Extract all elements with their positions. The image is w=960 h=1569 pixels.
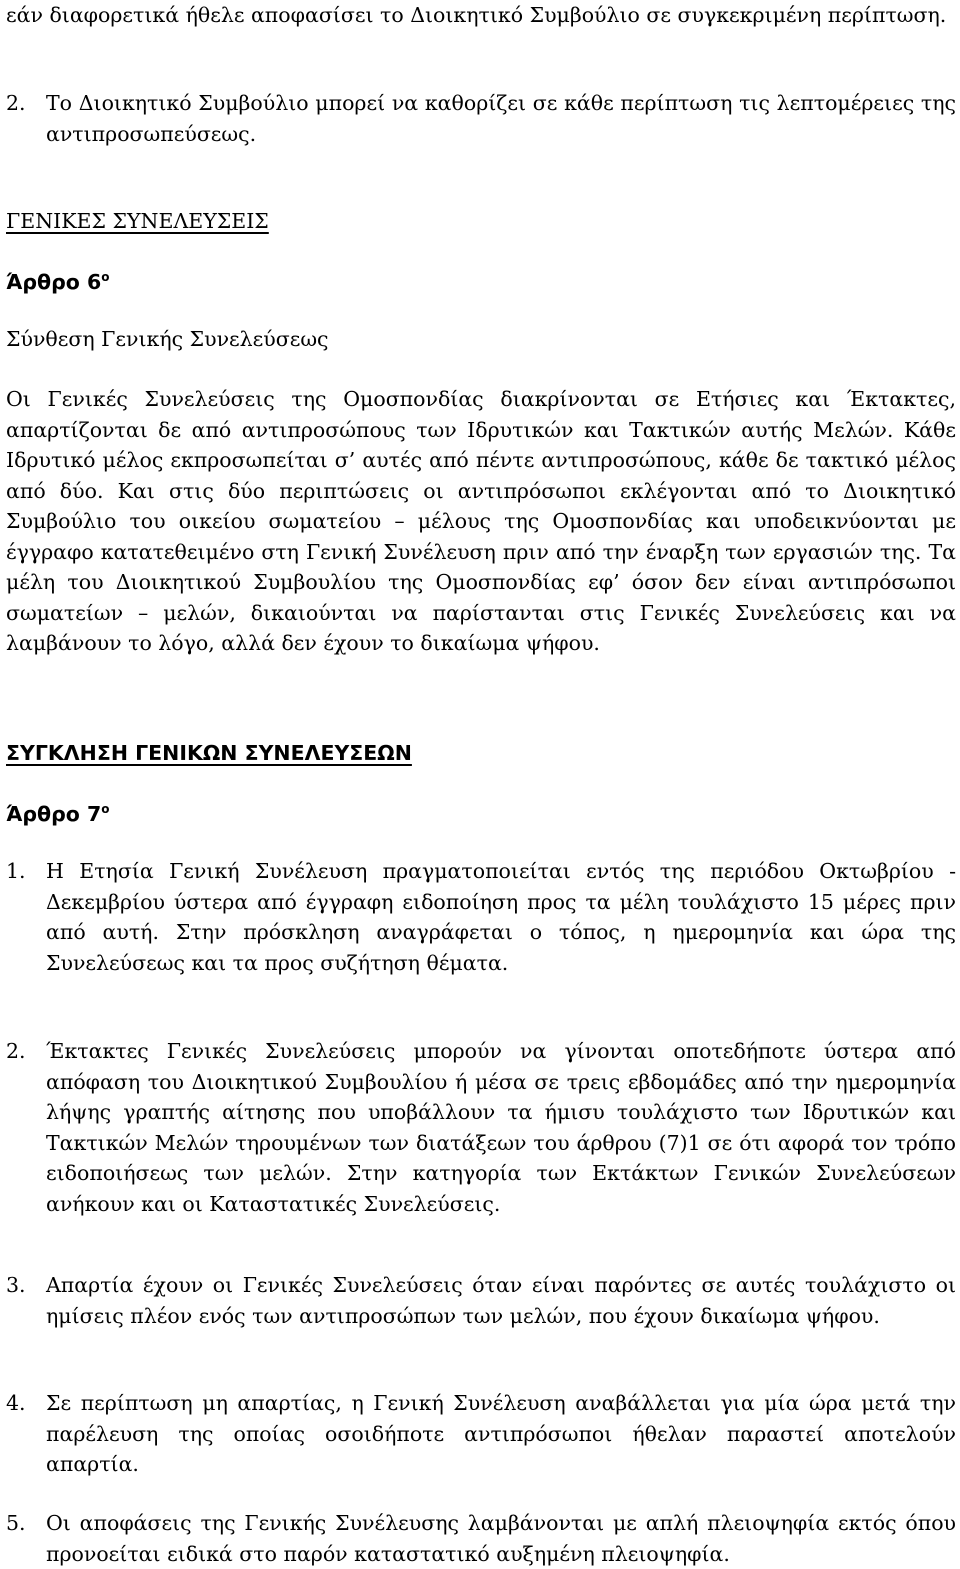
item-text: Απαρτία έχουν οι Γενικές Συνελεύσεις όταν είναι παρόντες σε αυτές τουλάχιστο οι ημίσεις πλέον ενός των αντιπροσώπων των μελών, που έχουν δικαίωμα ψήφου.: [46, 1273, 956, 1328]
section-title-convocation: ΣΥΓΚΛΗΣΗ ΓΕΝΙΚΩΝ ΣΥΝΕΛΕΥΣΕΩΝ: [6, 741, 412, 765]
item-number: 4.: [6, 1391, 26, 1415]
article-superscript: ο: [101, 802, 110, 816]
article-label: Άρθρο 7: [6, 802, 102, 826]
item-number: 5.: [6, 1511, 26, 1535]
item-text: Το Διοικητικό Συμβούλιο μπορεί να καθορίζει σε κάθε περίπτωση τις λεπτομέρειες της αντιπροσωπεύσεως.: [46, 91, 956, 146]
article-7-item-1: [6, 856, 956, 978]
article-7-item-5: [6, 1508, 956, 1569]
top-fragment-paragraph: εάν διαφορετικά ήθελε αποφασίσει το Διοικητικό Συμβούλιο σε συγκεκριμένη περίπτωση.: [6, 3, 947, 27]
item-number: 3.: [6, 1273, 26, 1297]
article-superscript: ο: [101, 270, 110, 284]
item-text: Σε περίπτωση μη απαρτίας, η Γενική Συνέλευση αναβάλλεται για μία ώρα μετά την παρέλευση της οποίας οσοιδήποτε αντιπρόσωποι ήθελαν παραστεί αποτελούν απαρτία.: [46, 1391, 956, 1476]
article-6-subtitle: Σύνθεση Γενικής Συνελεύσεως: [6, 327, 329, 351]
section-title-general-assemblies: ΓΕΝΙΚΕΣ ΣΥΝΕΛΕΥΣΕΙΣ: [6, 209, 269, 233]
article-7-item-3: [6, 1270, 956, 1331]
item-text: Οι αποφάσεις της Γενικής Συνέλευσης λαμβάνονται με απλή πλειοψηφία εκτός όπου προνοείται ειδικά στο παρόν καταστατικό αυξημένη πλειοψηφία.: [46, 1511, 956, 1566]
article-7-item-2: [6, 1036, 956, 1219]
article-7-heading: [6, 799, 110, 830]
item-number: 2.: [6, 1039, 26, 1063]
article-6-heading: [6, 267, 110, 298]
article-label: Άρθρο 6: [6, 270, 102, 294]
item-number: 1.: [6, 859, 26, 883]
previous-item-2: [6, 88, 956, 149]
item-text: Έκτακτες Γενικές Συνελεύσεις μπορούν να γίνονται οποτεδήποτε ύστερα από απόφαση του Διοικητικού Συμβουλίου ή μέσα σε τρεις εβδομάδες από την ημερομηνία λήψης γραπτής αίτησης που υποβάλλουν τα ήμισυ τουλάχιστο των Ιδρυτικών και Τακτικών Μελών τηρουμένων των διατάξεων του άρθρου (7)1 σε ότι αφορά τον τρόπο ειδοποιήσεως των μελών. Στην κατηγορία των Εκτάκτων Γενικών Συνελεύσεων ανήκουν και οι Καταστατικές Συνελεύσεις.: [46, 1039, 956, 1216]
article-6-paragraph: Οι Γενικές Συνελεύσεις της Ομοσπονδίας διακρίνονται σε Ετήσιες και Έκτακτες, απαρτίζονται δε από αντιπροσώπους των Ιδρυτικών και Τακτικών αυτής Μελών. Κάθε Ιδρυτικό μέλος εκπροσωπείται σ’ αυτές από πέντε αντιπροσώπους, κάθε δε τακτικό μέλος από δύο. Και στις δύο περιπτώσεις οι αντιπρόσωποι εκλέγονται από το Διοικητικό Συμβούλιο του οικείου σωματείου – μέλους της Ομοσπονδίας και υποδεικνύονται με έγγραφο κατατεθειμένο στη Γενική Συνέλευση πριν από την έναρξη των εργασιών της. Τα μέλη του Διοικητικού Συμβουλίου της Ομοσπονδίας εφ’ όσον δεν είναι αντιπρόσωποι σωματείων – μελών, δικαιούνται να παρίστανται στις Γενικές Συνελεύσεις και να λαμβάνουν το λόγο, αλλά δεν έχουν το δικαίωμα ψήφου.: [6, 387, 956, 655]
item-number: 2.: [6, 91, 26, 115]
article-7-item-4: [6, 1388, 956, 1480]
item-text: Η Ετησία Γενική Συνέλευση πραγματοποιείται εντός της περιόδου Οκτωβρίου - Δεκεμβρίου ύστερα από έγγραφη ειδοποίηση προς τα μέλη τουλάχιστο 15 μέρες πριν από αυτή. Στην πρόσκληση αναγράφεται ο τόπος, η ημερομηνία και ώρα της Συνελεύσεως και τα προς συζήτηση θέματα.: [46, 859, 956, 975]
